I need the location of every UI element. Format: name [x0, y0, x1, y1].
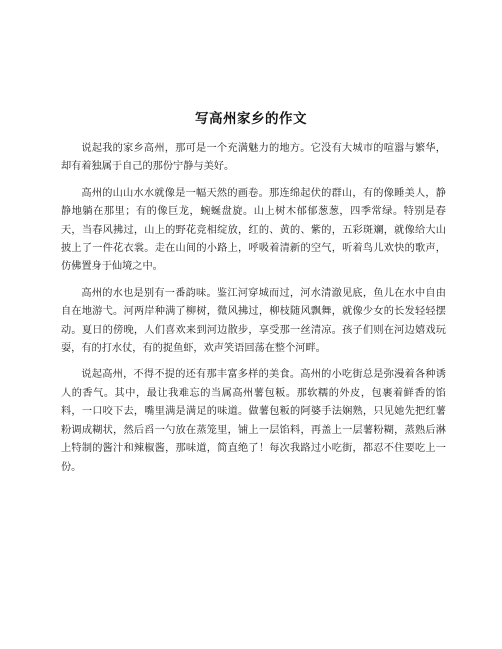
document-title: 写高州家乡的作文: [195, 111, 307, 127]
document-body: [61, 140, 446, 477]
paragraph-intro: 说起我的家乡高州，那可是一个充满魅力的地方。它没有大城市的喧嚣与繁华，却有着独属于自己的那份宁静与美好。: [61, 143, 446, 173]
paragraph-river: 高州的水也是别有一番韵味。鉴江河穿城而过，河水清澈见底，鱼儿在水中自由自在地游弋。河两岸种满了柳树，微风拂过，柳枝随风飘舞，就像少女的长发轻轻摆动。夏日的傍晚，人们喜欢来到河边散步，享受那一丝清凉。孩子们则在河边嬉戏玩耍，有的打水仗，有的捉鱼虾，欢声笑语回荡在整个河畔。: [61, 287, 446, 355]
paragraph-food: 说起高州，不得不提的还有那丰富多样的美食。高州的小吃街总是弥漫着各种诱人的香气。其中，最让我难忘的当属高州薯包粄。那软糯的外皮，包裹着鲜香的馅料，一口咬下去，嘴里满是满足的味道。做薯包粄的阿婆手法娴熟，只见她先把红薯粉调成糊状，然后舀一勺放在蒸笼里，铺上一层馅料，再盖上一层薯粉糊，蒸熟后淋上特制的酱汁和辣椒酱，那味道，简直绝了！每次我路过小吃街，都忍不住要吃上一份。: [61, 369, 446, 473]
paragraph-mountains: 高州的山山水水就像是一幅天然的画卷。那连绵起伏的群山，有的像睡美人，静静地躺在那里；有的像巨龙，蜿蜒盘旋。山上树木郁郁葱葱，四季常绿。特别是春天，当春风拂过，山上的野花竞相绽放，红的、黄的、紫的，五彩斑斓，就像给大山披上了一件花衣裳。走在山间的小路上，呼吸着清新的空气，听着鸟儿欢快的歌声，仿佛置身于仙境之中。: [61, 187, 446, 273]
